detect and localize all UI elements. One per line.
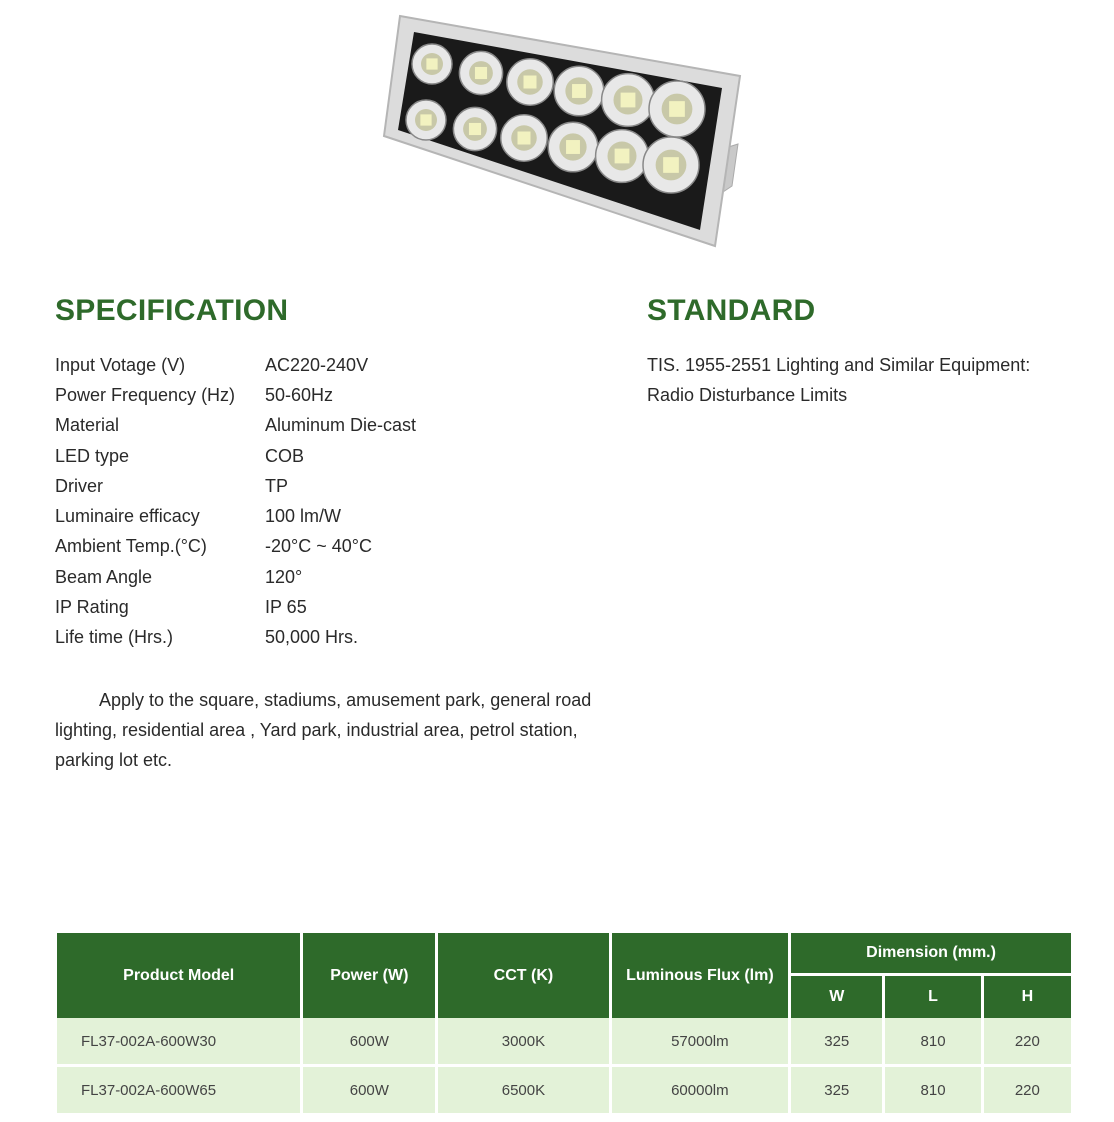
application-text: Apply to the square, stadiums, amusement park, general road lighting, residential area , Yard park, industrial area, petrol station, parking lot etc. — [55, 690, 592, 770]
led-chip-square-icon — [621, 93, 636, 108]
cell-cct: 3000K — [438, 1018, 608, 1064]
spec-row — [55, 441, 416, 471]
cell-w: 325 — [791, 1064, 882, 1113]
led-chip-square-icon — [566, 140, 580, 154]
led-chip-square-icon — [615, 149, 630, 164]
spec-value: Aluminum Die-cast — [265, 415, 417, 436]
cell-h: 220 — [984, 1018, 1071, 1064]
spec-row — [55, 592, 416, 622]
header-power: Power (W) — [303, 933, 435, 1018]
led-chip-square-icon — [475, 67, 487, 79]
led-chip-square-icon — [469, 123, 481, 135]
spec-label: Driver — [55, 475, 103, 496]
led-chip-square-icon — [663, 157, 679, 173]
spec-row — [55, 501, 416, 531]
cell-model: FL37-002A-600W30 — [57, 1018, 300, 1064]
spec-row — [55, 350, 416, 380]
led-chip-square-icon — [524, 76, 537, 89]
spec-label: Beam Angle — [55, 566, 153, 587]
spec-label: Ambient Temp.(°C) — [55, 536, 207, 557]
table-row — [57, 1064, 1071, 1113]
header-product-model: Product Model — [57, 933, 300, 1018]
header-dimension: Dimension (mm.) — [791, 933, 1071, 973]
spec-value: TP — [265, 475, 289, 496]
cell-power: 600W — [303, 1018, 435, 1064]
table-row — [57, 1018, 1071, 1064]
header-dimension-h: H — [984, 973, 1071, 1018]
led-chip-square-icon — [420, 114, 431, 125]
cell-power: 600W — [303, 1064, 435, 1113]
cell-flux: 57000lm — [612, 1018, 788, 1064]
cell-l: 810 — [885, 1018, 980, 1064]
spec-label: IP Rating — [55, 597, 129, 618]
spec-row — [55, 623, 416, 653]
spec-value: AC220-240V — [265, 354, 369, 375]
spec-value: 120° — [265, 566, 303, 587]
cell-flux: 60000lm — [612, 1064, 788, 1113]
header-luminous-flux: Luminous Flux (lm) — [612, 933, 788, 1018]
spec-value: IP 65 — [265, 597, 307, 618]
spec-label: Life time (Hrs.) — [55, 627, 174, 648]
header-cct: CCT (K) — [438, 933, 608, 1018]
led-chip-square-icon — [669, 101, 685, 117]
led-chip-square-icon — [518, 132, 531, 145]
spec-row — [55, 380, 416, 410]
product-table — [54, 933, 1074, 1113]
spec-label: Material — [55, 415, 120, 436]
spec-label: Power Frequency (Hz) — [55, 384, 236, 405]
header-dimension-w: W — [791, 973, 882, 1018]
cell-w: 325 — [791, 1018, 882, 1064]
cell-l: 810 — [885, 1064, 980, 1113]
spec-label: LED type — [55, 445, 130, 466]
spec-value: -20°C ~ 40°C — [265, 536, 372, 557]
cell-cct: 6500K — [438, 1064, 608, 1113]
spec-row — [55, 411, 416, 441]
cell-h: 220 — [984, 1064, 1071, 1113]
specification-list — [55, 350, 416, 653]
spec-value: 50-60Hz — [265, 384, 334, 405]
specification-heading: SPECIFICATION — [55, 294, 289, 327]
spec-row — [55, 471, 416, 501]
led-chip-square-icon — [572, 84, 586, 98]
header-dimension-l: L — [885, 973, 980, 1018]
spec-value: COB — [265, 445, 305, 466]
led-chip-square-icon — [426, 58, 437, 69]
spec-row — [55, 562, 416, 592]
standard-text: TIS. 1955-2551 Lighting and Similar Equipment: Radio Disturbance Limits — [647, 355, 1031, 405]
spec-label: Input Votage (V) — [55, 354, 186, 375]
standard-heading: STANDARD — [647, 294, 816, 327]
spec-row — [55, 532, 416, 562]
cell-model: FL37-002A-600W65 — [57, 1064, 300, 1113]
spec-value: 50,000 Hrs. — [265, 627, 359, 648]
floodlight-product-image — [370, 6, 750, 256]
spec-value: 100 lm/W — [265, 506, 342, 527]
spec-label: Luminaire efficacy — [55, 506, 200, 527]
